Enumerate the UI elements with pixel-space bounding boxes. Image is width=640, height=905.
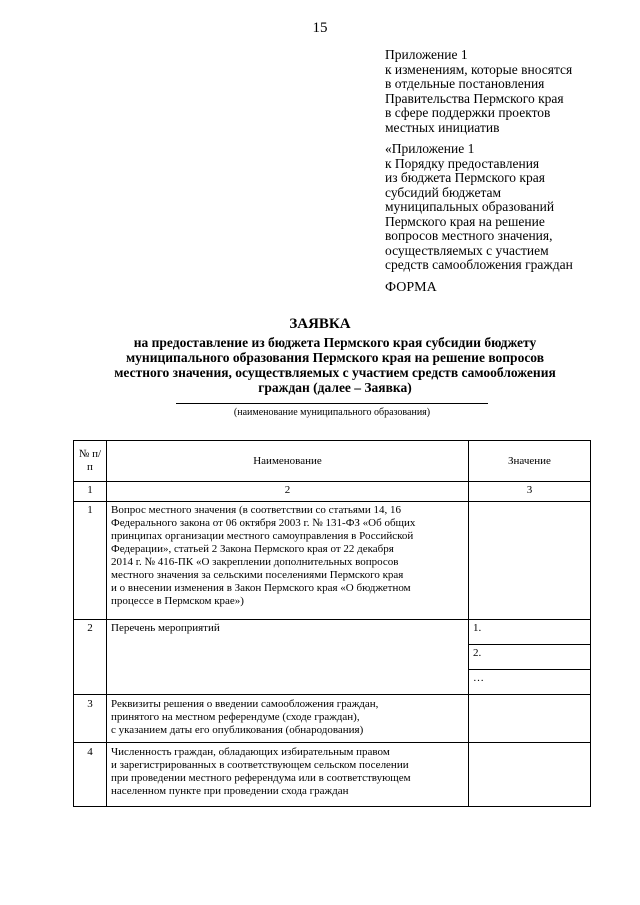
appendix-1-line: в отдельные постановления — [385, 76, 545, 91]
appendix-header-1 — [385, 48, 572, 135]
subtitle-line: муниципального образования Пермского края на решение вопросов — [125, 350, 545, 365]
row-name-line: Численность граждан, обладающих избирательным правом — [111, 746, 390, 758]
row-name-line: при проведении местного референдума или в соответствующем — [111, 772, 411, 784]
appendix-2-line: Пермского края на решение — [385, 213, 545, 229]
appendix-2-line: «Приложение 1 — [385, 141, 475, 156]
row-name-line: принятого на местном референдуме (сходе граждан), — [111, 711, 360, 723]
page-number: 15 — [312, 20, 328, 36]
index-cell: 1 — [74, 482, 107, 502]
document-subtitle — [70, 335, 600, 395]
header-num: № п/п — [74, 441, 107, 482]
table-header-row — [74, 441, 591, 482]
index-cell: 3 — [469, 482, 591, 502]
subtitle-line: на предоставление из бюджета Пермского края субсидии бюджету — [133, 335, 537, 350]
activity-value-cell[interactable]: 1. — [469, 620, 591, 645]
document-title: ЗАЯВКА — [289, 316, 351, 332]
activity-value-cell[interactable]: … — [469, 670, 591, 695]
appendix-1-line: к изменениям, которые вносятся — [385, 61, 573, 77]
table-row — [74, 502, 591, 620]
row-num: 1 — [74, 502, 107, 620]
row-num: 4 — [74, 743, 107, 807]
appendix-1-line: Приложение 1 — [385, 47, 468, 62]
row-name-line: принципах организации местного самоуправления в Российской — [111, 530, 414, 542]
row-name-line: Федерации», статьей 2 Закона Пермского края от 22 декабря — [111, 543, 394, 555]
row-name — [107, 502, 469, 620]
application-table — [73, 440, 591, 807]
municipality-name-caption: (наименование муниципального образования) — [233, 407, 431, 418]
row-num: 2 — [74, 620, 107, 695]
row-name-line: местного значения за сельскими поселениями Пермского края — [111, 569, 404, 581]
row-name-line: населенном пункте при проведении схода граждан — [111, 785, 349, 797]
subtitle-line: местного значения, осуществляемых с участием средств самообложения — [114, 365, 556, 380]
table-index-row — [74, 482, 591, 502]
appendix-2-line: из бюджета Пермского края — [385, 170, 545, 185]
activity-value-cell[interactable]: 2. — [469, 645, 591, 670]
row-name-line: 2014 г. № 416-ПК «О закреплении дополнительных вопросов — [111, 556, 399, 568]
appendix-1-line: в сфере поддержки проектов — [385, 105, 551, 120]
header-value: Значение — [469, 441, 591, 482]
row-name-line: с указанием даты его опубликования (обнародования) — [111, 724, 364, 736]
row-name-line: Вопрос местного значения (в соответствии со статьями 14, 16 — [111, 504, 402, 516]
appendix-2-line: средств самообложения граждан — [385, 257, 573, 272]
row-name-line: Федерального закона от 06 октября 2003 г. № 131-ФЗ «Об общих — [111, 517, 416, 529]
appendix-1-line: Правительства Пермского края — [385, 90, 564, 106]
row-name-line: и зарегистрированных в соответствующем сельском поселении — [111, 759, 409, 771]
table-row — [74, 695, 591, 743]
row-name-line: процессе в Пермском крае») — [111, 595, 244, 607]
appendix-2-line: муниципальных образований — [385, 199, 555, 214]
row-value-cell[interactable] — [469, 695, 591, 743]
row-name: Перечень мероприятий — [107, 620, 469, 695]
appendix-header-2 — [385, 142, 573, 273]
table-row — [74, 620, 591, 645]
appendix-2-line: осуществляемых с участием — [385, 242, 549, 258]
index-cell: 2 — [107, 482, 469, 502]
appendix-2-line: субсидий бюджетам — [385, 184, 502, 200]
row-name-line: и о внесении изменения в Закон Пермского края «О бюджетном — [111, 582, 411, 594]
appendix-2-line: к Порядку предоставления — [385, 155, 540, 171]
municipality-name-line — [176, 403, 488, 404]
subtitle-line: граждан (далее – Заявка) — [258, 380, 412, 395]
form-label: ФОРМА — [385, 280, 437, 295]
appendix-2-line: вопросов местного значения, — [385, 228, 553, 243]
row-value-cell[interactable] — [469, 502, 591, 620]
row-name — [107, 743, 469, 807]
row-name-line: Реквизиты решения о введении самообложения граждан, — [111, 698, 379, 710]
table-row — [74, 743, 591, 807]
row-name — [107, 695, 469, 743]
row-num: 3 — [74, 695, 107, 743]
header-name: Наименование — [107, 441, 469, 482]
appendix-1-line: местных инициатив — [385, 119, 500, 135]
row-value-cell[interactable] — [469, 743, 591, 807]
